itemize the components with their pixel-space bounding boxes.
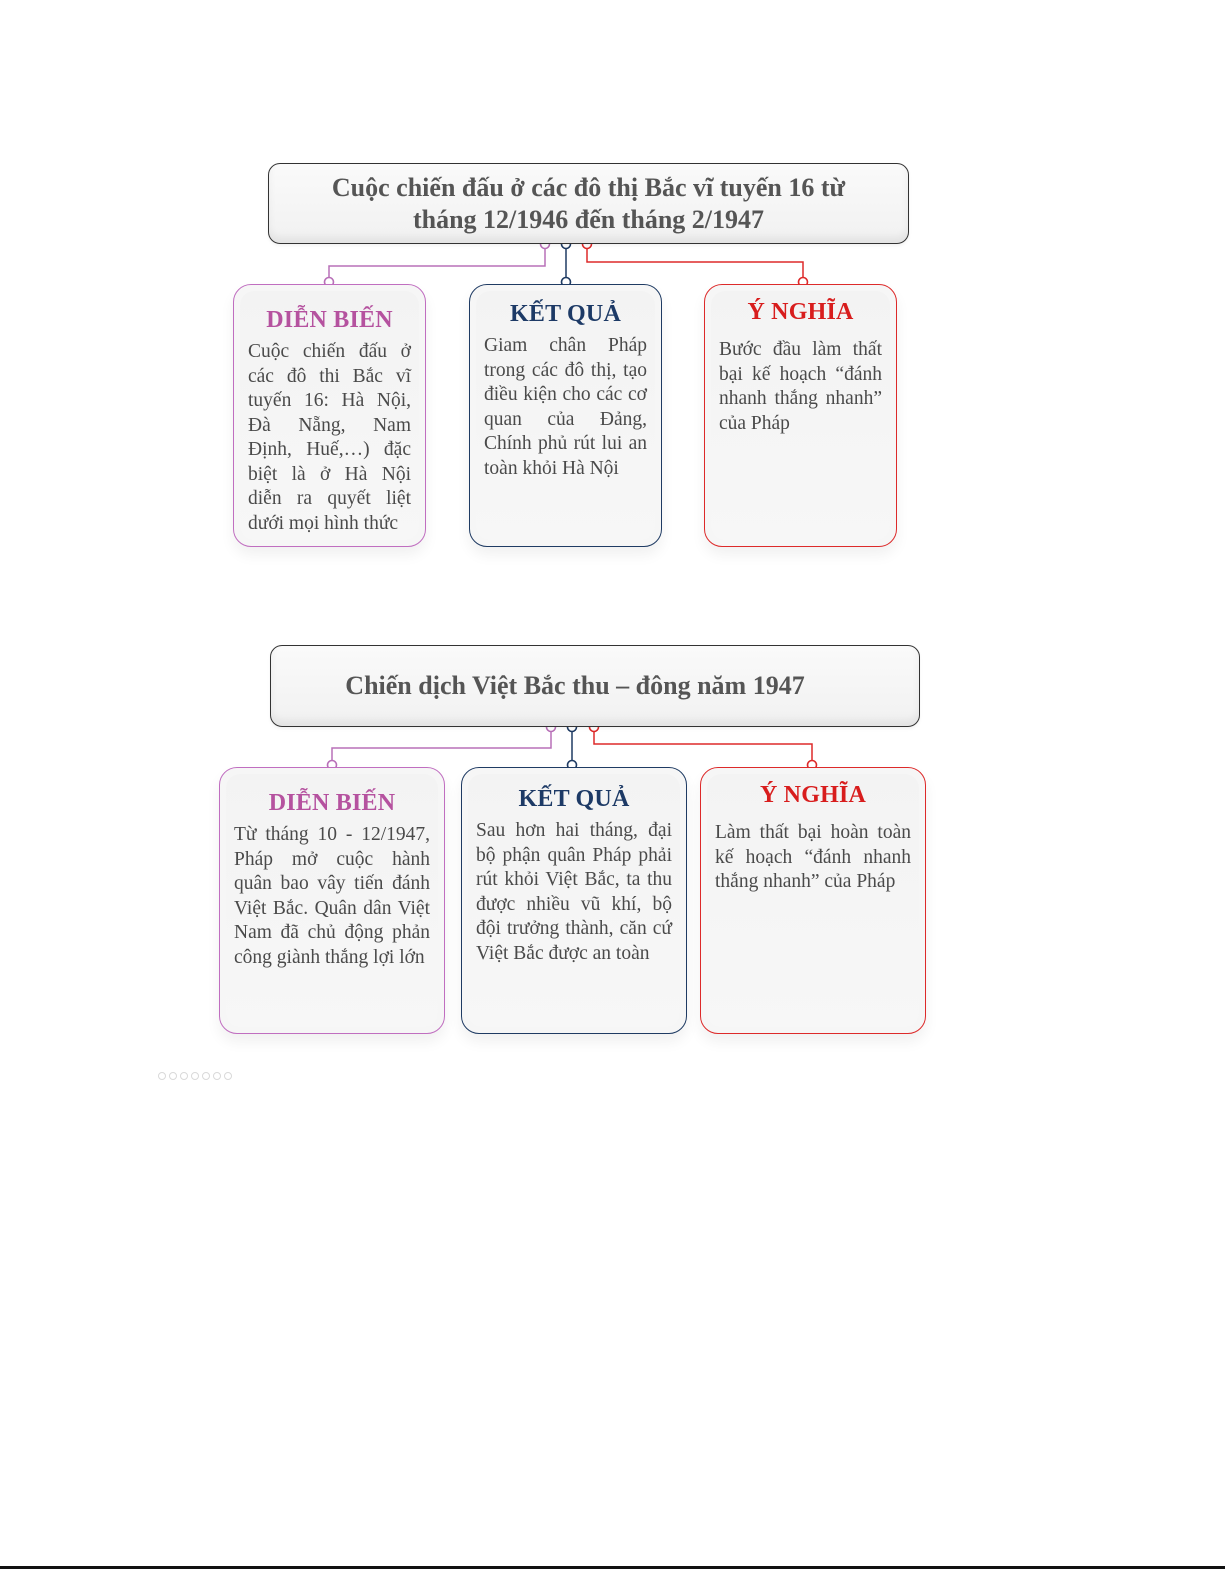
section-1-card-ket-qua (469, 284, 662, 547)
section-1-title-box (268, 163, 909, 244)
toolbar-dot-icon (158, 1072, 166, 1080)
section-2-card-dien-bien (219, 767, 445, 1034)
card-heading: Ý NGHĨA (759, 782, 867, 808)
card-heading: Ý NGHĨA (747, 299, 854, 325)
connector-red (594, 727, 812, 765)
section-1-title (332, 172, 845, 236)
card-heading: KẾT QUẢ (518, 786, 630, 812)
card-text: Cuộc chiến đấu ở các đô thi Bắc vĩ tuyến 16: Hà Nội, Đà Nẵng, Nam Định, Huế,…) đặc biệt là ở Hà Nội diễn ra quyết liệt dưới mọi hình thức (248, 341, 411, 534)
card-heading: KẾT QUẢ (510, 301, 621, 327)
connector-pink (329, 244, 545, 282)
section-2-title-box (270, 645, 920, 727)
card-text: Sau hơn hai tháng, đại bộ phận quân Pháp phải rút khỏi Việt Bắc, ta thu được nhiều vũ khí, bộ đội trưởng thành, căn cứ Việt Bắc được an toàn (476, 820, 672, 964)
section-2-card-ket-qua (461, 767, 687, 1034)
page-bottom-rule (0, 1566, 1225, 1569)
section-2-card-y-nghia (700, 767, 926, 1034)
section-1-card-dien-bien (233, 284, 426, 547)
toolbar-dot-icon (169, 1072, 177, 1080)
connector-red (587, 244, 803, 282)
card-heading: DIỄN BIẾN (268, 790, 396, 816)
card-text: Bước đầu làm thất bại kế hoạch “đánh nhanh thắng nhanh” của Pháp (719, 339, 882, 434)
toolbar-dot-icon (180, 1072, 188, 1080)
section-2-title-line-1: Chiến dịch Việt Bắc thu – đông năm 1947 (345, 671, 805, 700)
card-text: Giam chân Pháp trong các đô thị, tạo điều kiện cho các cơ quan của Đảng, Chính phủ rút lui an toàn khỏi Hà Nội (484, 335, 647, 479)
faint-toolbar-icons (158, 1072, 232, 1080)
card-text: Từ tháng 10 - 12/1947, Pháp mở cuộc hành quân bao vây tiến đánh Việt Bắc. Quân dân Việt Nam đã chủ động phản công giành thắng lợi lớn (234, 824, 430, 968)
section-1-card-y-nghia (704, 284, 897, 547)
toolbar-dot-icon (202, 1072, 210, 1080)
toolbar-dot-icon (191, 1072, 199, 1080)
section-1-title-line-1: Cuộc chiến đấu ở các đô thị Bắc vĩ tuyến 16 từ (331, 172, 846, 202)
section-1-connectors (325, 240, 808, 287)
section-1-title-line-2: tháng 12/1946 đến tháng 2/1947 (412, 204, 765, 234)
card-heading: DIỄN BIẾN (266, 307, 393, 333)
toolbar-dot-icon (213, 1072, 221, 1080)
connector-pink (332, 727, 551, 765)
toolbar-dot-icon (224, 1072, 232, 1080)
card-text: Làm thất bại hoàn toàn kế hoạch “đánh nhanh thắng nhanh” của Pháp (715, 822, 911, 892)
section-2-title (345, 671, 804, 701)
section-2-connectors (328, 723, 817, 770)
